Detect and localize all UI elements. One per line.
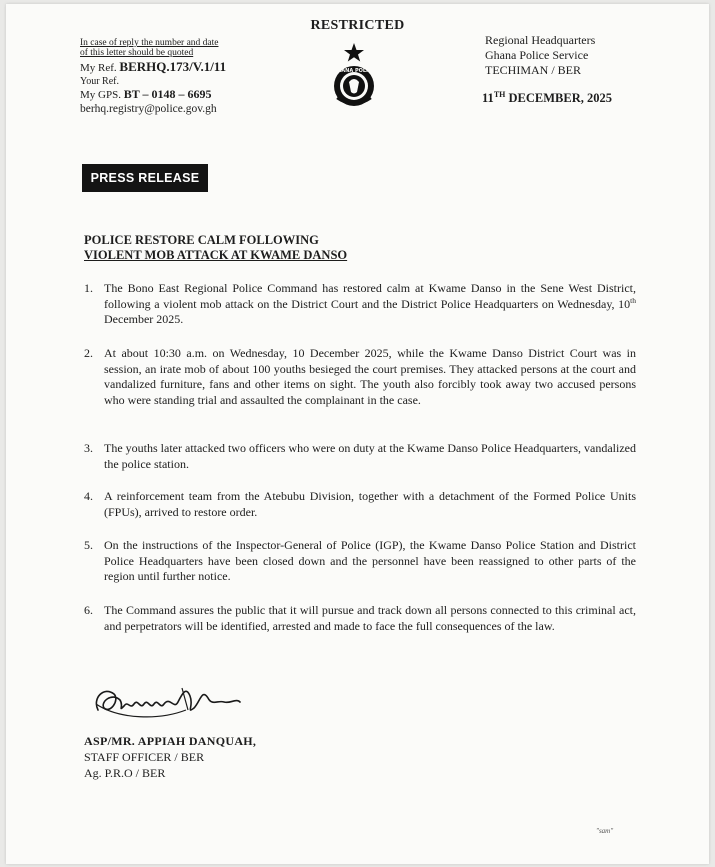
classification-label: RESTRICTED — [310, 18, 405, 33]
paragraph-1: 1. The Bono East Regional Police Command has restored calm at Kwame Danso in the Sene West District, following a violent mob attack on the District Court and the District Police Headquarters on Wednesday, 10th December 2025. — [84, 281, 636, 327]
reply-note: In case of reply the number and date of this letter should be quoted — [80, 38, 219, 58]
signatory-block — [84, 733, 256, 781]
gps-address: My GPS. BT – 0148 – 6695 — [80, 87, 212, 101]
my-reference: My Ref. BERHQ.173/V.1/11 — [80, 59, 227, 74]
paragraph-4: 4. A reinforcement team from the Atebubu Division, together with a detachment of the Formed Police Units (FPUs), arrived to restore order. — [84, 489, 636, 519]
paragraph-6: 6. The Command assures the public that it will pursue and track down all persons connected to this criminal act, and perpetrators will be identified, arrested and made to face the full consequences of the law. — [84, 603, 636, 633]
crest-lettering: GHANA POLICE — [333, 68, 375, 74]
signatory-name: ASP/MR. APPIAH DANQUAH, — [84, 734, 257, 748]
paragraph-2: 2. At about 10:30 a.m. on Wednesday, 10 December 2025, while the Kwame Danso District Court was in session, an irate mob of about 100 youths besieged the court premises. They attacked persons at the court and vandalized furniture, fans and other items on sight. The youth also forcibly took away two accused persons who were standing trial and assaulted the complainant in the case. — [84, 346, 636, 407]
headline — [84, 233, 484, 263]
headline-line-2: VIOLENT MOB ATTACK AT KWAME DANSO — [84, 248, 348, 262]
registry-email: berhq.registry@police.gov.gh — [80, 103, 217, 115]
headline-line-1: POLICE RESTORE CALM FOLLOWING — [84, 233, 319, 247]
signatory-role: Ag. P.R.O / BER — [84, 766, 166, 780]
watermark-stamp: "sam" — [596, 827, 614, 835]
your-reference: Your Ref. — [80, 76, 119, 87]
paragraph-3: 3. The youths later attacked two officers who were on duty at the Kwame Danso Police Headquarters, vandalized the police station. — [84, 441, 636, 471]
signature-icon — [90, 680, 250, 726]
release-date: 11TH DECEMBER, 2025 — [482, 90, 612, 106]
hq-address: Regional Headquarters Ghana Police Service TECHIMAN / BER — [485, 33, 596, 77]
police-crest-icon — [323, 42, 385, 108]
press-release-badge: PRESS RELEASE — [82, 164, 208, 192]
signatory-title: STAFF OFFICER / BER — [84, 750, 205, 764]
reference-block — [80, 38, 310, 115]
paragraph-5: 5. On the instructions of the Inspector-General of Police (IGP), the Kwame Danso Police Station and District Police Headquarters have been closed down and the personnel have been reassigned to other parts of the region until further notice. — [84, 538, 636, 584]
